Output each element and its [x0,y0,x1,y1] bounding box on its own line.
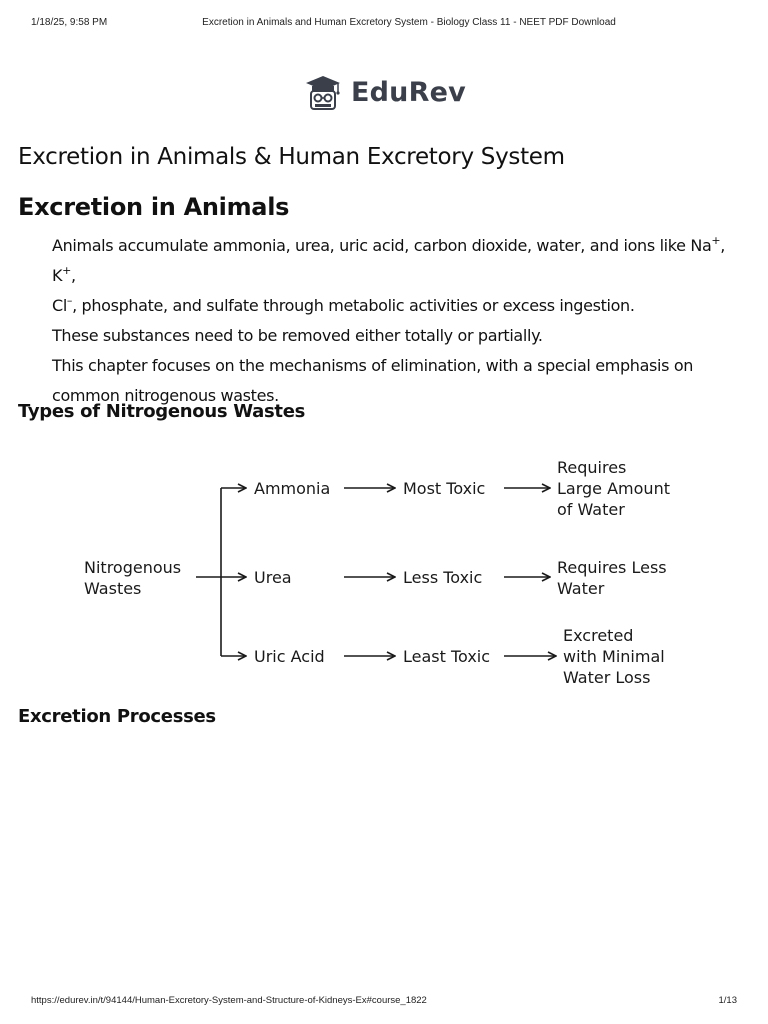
sodium-charge: + [711,234,721,247]
diagram-requirement-ammonia-line2: Large Amount [557,479,670,498]
nitrogenous-wastes-diagram [70,450,710,700]
diagram-requirement-uric-acid-line2: with Minimal [563,647,665,666]
logo-wordmark: EduRev [351,76,466,108]
diagram-requirement-urea-line1: Requires Less [557,558,667,577]
graduation-cap-mascot-icon [303,73,343,111]
paragraph-chapter-focus: This chapter focuses on the mechanisms of elimination, with a special emphasis on common nitrogenous wastes. [52,356,694,405]
diagram-requirement-ammonia-line3: of Water [557,500,625,519]
print-page-title: Excretion in Animals and Human Excretory System - Biology Class 11 - NEET PDF Download [202,17,616,28]
diagram-toxicity-least-toxic: Least Toxic [403,647,491,666]
paragraph-ions-text-4: Cl [52,296,67,315]
paragraph-ions [52,231,752,321]
types-of-nitrogenous-wastes-heading: Types of Nitrogenous Wastes [18,401,306,422]
paragraph-ions-text-1: Animals accumulate ammonia, urea, uric acid, carbon dioxide, water, and ions like Na [52,236,712,255]
paragraph-ions-text-5: , phosphate, and sulfate through metabolic activities or excess ingestion. [72,296,635,315]
chloride-charge: – [66,294,73,307]
print-datetime: 1/18/25, 9:58 PM [31,17,108,28]
paragraph-ions-text-3: , [71,266,76,285]
intro-paragraphs [52,231,752,411]
diagram-root-label-line1: Nitrogenous [84,558,182,577]
diagram-requirement-ammonia-line1: Requires [557,458,627,477]
edurev-logo[interactable] [303,72,466,112]
paragraph-removal: These substances need to be removed either totally or partially. [52,326,543,345]
diagram-requirement-uric-acid-line1: Excreted [563,626,634,645]
diagram-branch-connector [196,488,221,656]
diagram-waste-urea: Urea [254,568,292,587]
potassium-charge: + [62,264,72,277]
diagram-root-label-line2: Wastes [84,579,142,598]
print-header [0,17,768,31]
section-heading-excretion-in-animals: Excretion in Animals [18,193,290,221]
diagram-waste-ammonia: Ammonia [254,479,331,498]
paragraph-ions-text-2: , K [52,236,726,285]
diagram-waste-uric-acid: Uric Acid [254,647,325,666]
print-page-number: 1/13 [718,995,737,1006]
excretion-processes-heading: Excretion Processes [18,706,216,727]
print-page-url[interactable]: https://edurev.in/t/94144/Human-Excretory-System-and-Structure-of-Kidneys-Ex#course_1822 [31,995,427,1006]
page-title: Excretion in Animals & Human Excretory System [18,144,565,170]
print-footer [0,995,768,1009]
diagram-toxicity-most-toxic: Most Toxic [403,479,486,498]
diagram-requirement-uric-acid-line3: Water Loss [563,668,651,687]
diagram-toxicity-less-toxic: Less Toxic [403,568,483,587]
diagram-requirement-urea-line2: Water [557,579,605,598]
